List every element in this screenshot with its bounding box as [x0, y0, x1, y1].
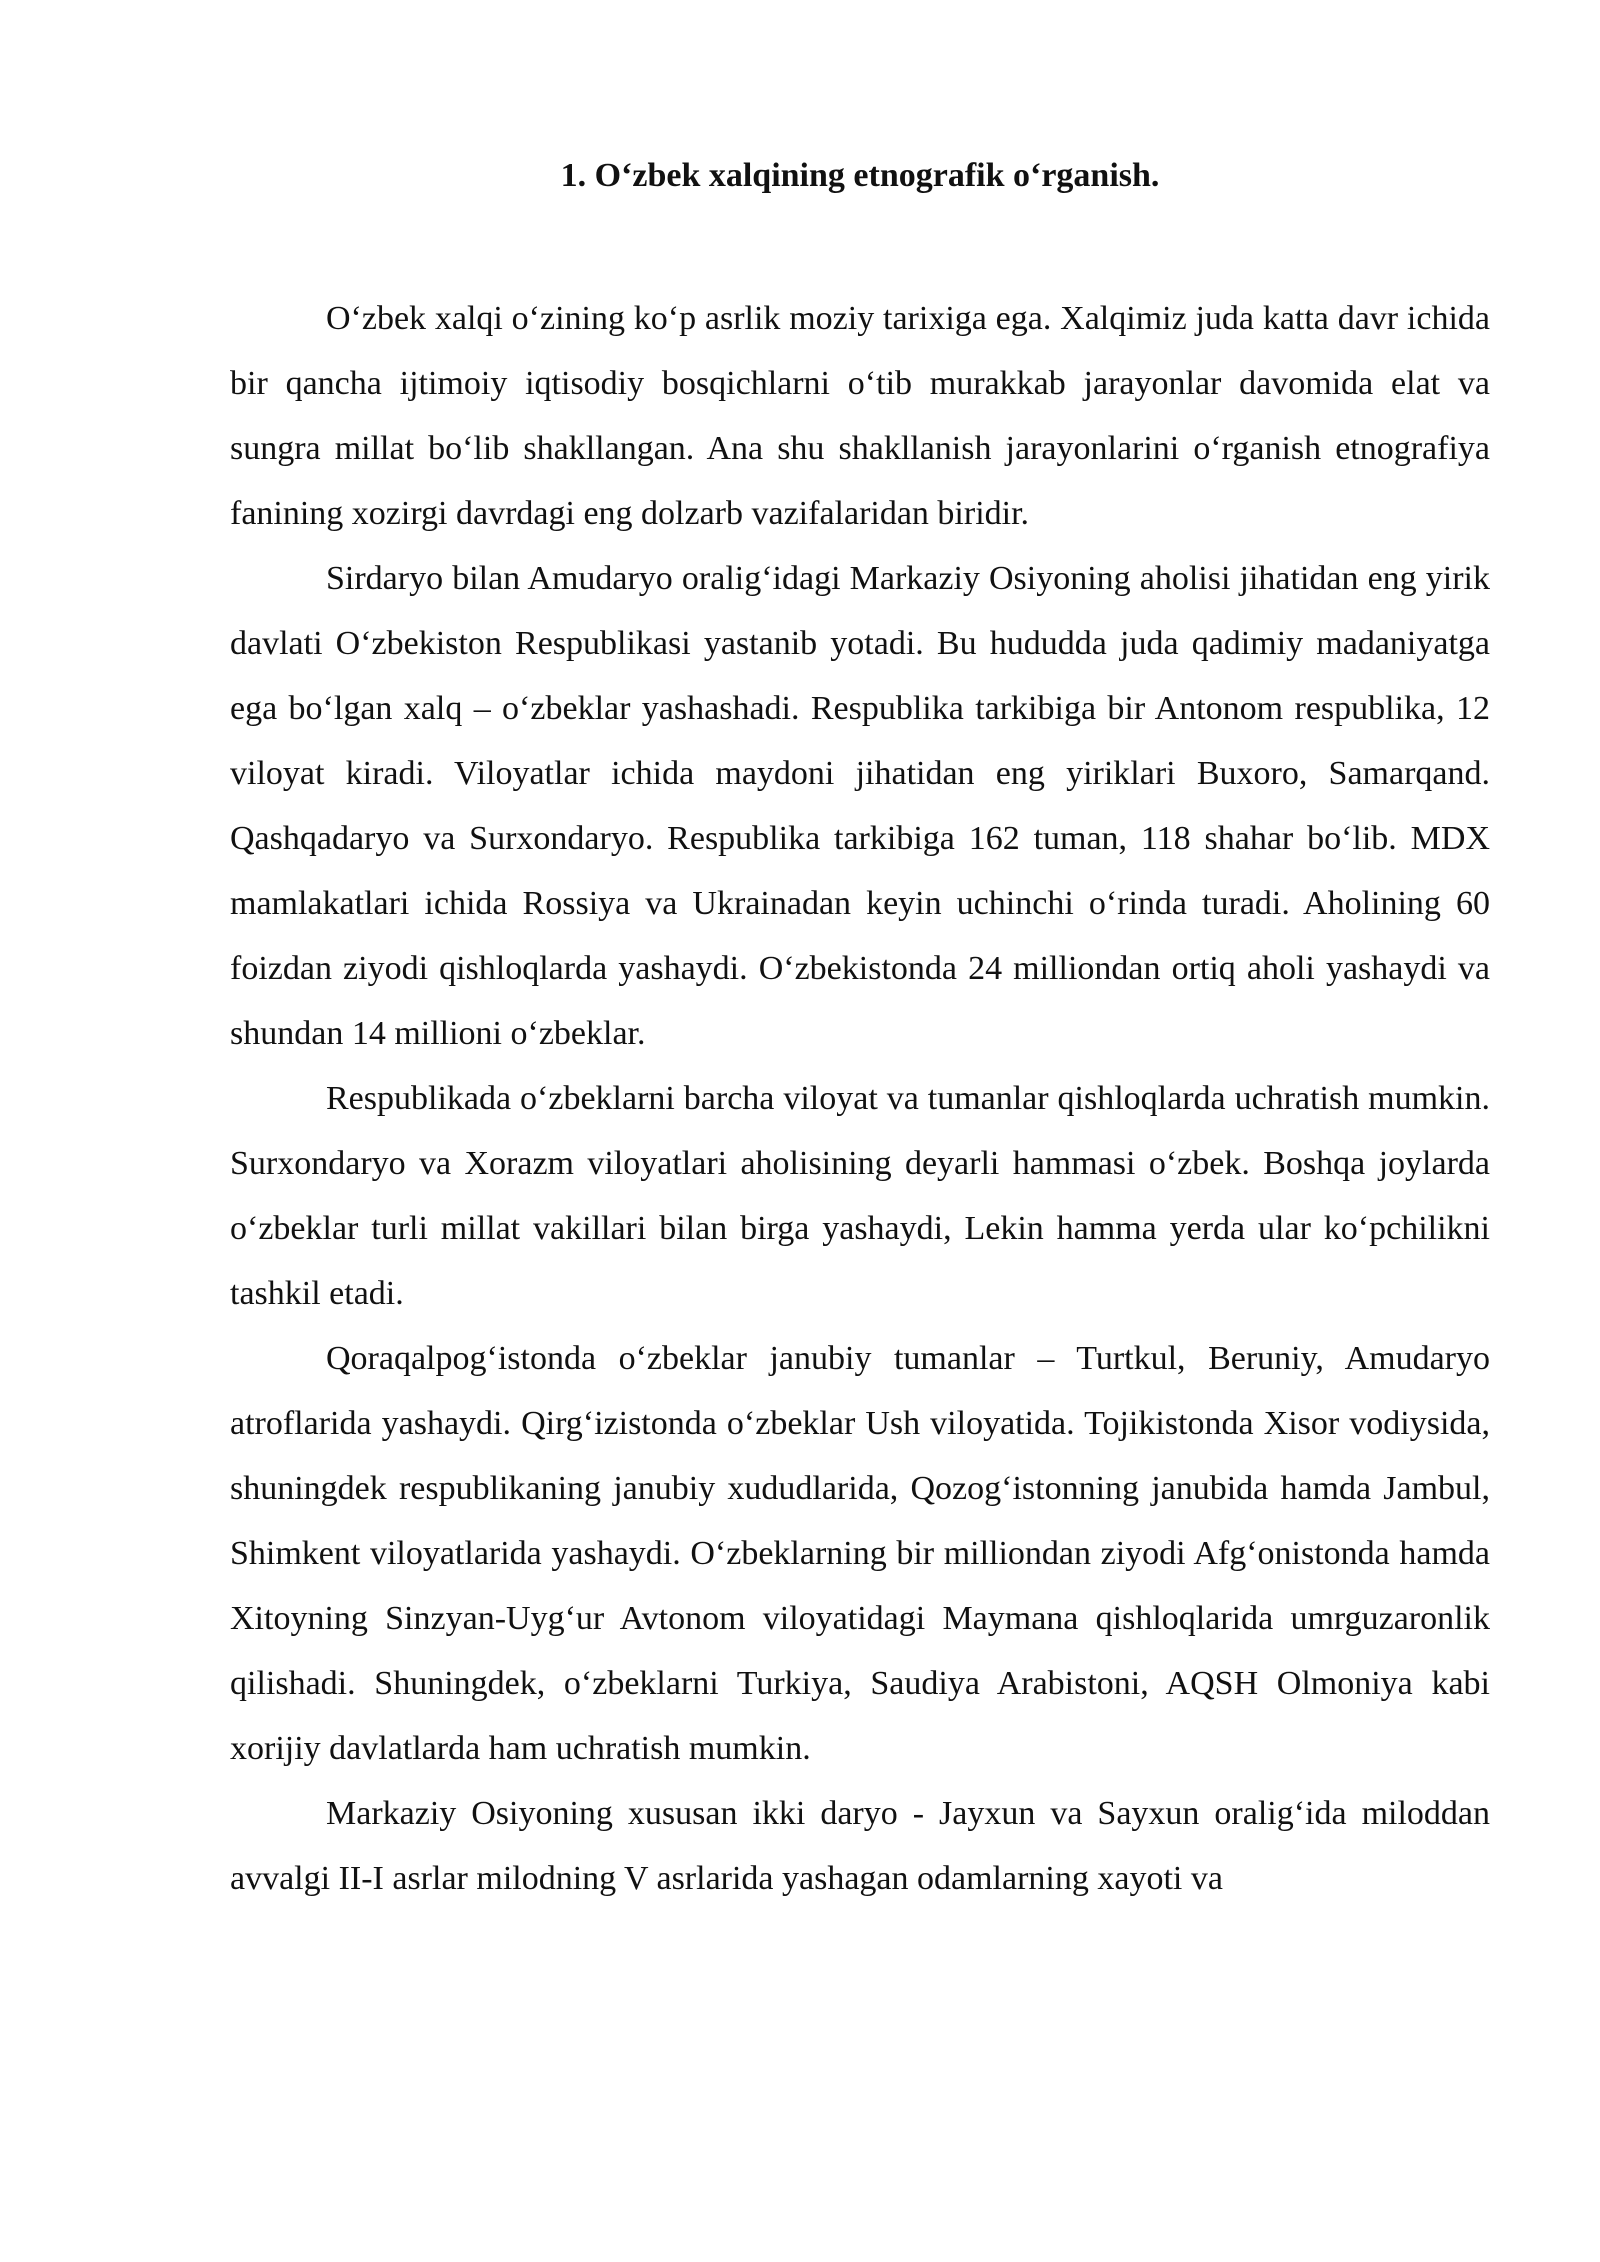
paragraph: Respublikada o‘zbeklarni barcha viloyat va tumanlar qishloqlarda uchratish mumkin. Surxondaryo va Xorazm viloyatlari aholisining deyarli hammasi o‘zbek. Boshqa joylarda o‘zbeklar turli millat vakillari bilan birga yashaydi, Lekin hamma yerda ular ko‘pchilikni tashkil etadi. [230, 1080, 1490, 1312]
paragraph: Markaziy Osiyoning xususan ikki daryo - Jayxun va Sayxun oralig‘ida miloddan avvalgi II-I asrlar milodning V asrlarida yashagan odamlarning xayoti va [230, 1795, 1490, 1897]
paragraph: Qoraqalpog‘istonda o‘zbeklar janubiy tumanlar – Turtkul, Beruniy, Amudaryo atroflarida yashaydi. Qirg‘izistonda o‘zbeklar Ush viloyatida. Tojikistonda Xisor vodiysida, shuningdek respublikaning janubiy xududlarida, Qozog‘istonning janubida hamda Jambul, Shimkent viloyatlarida yashaydi. O‘zbeklarning bir milliondan ziyodi Afg‘onistonda hamda Xitoyning Sinzyan-Uyg‘ur Avtonom viloyatidagi Maymana qishloqlarida umrguzaronlik qilishadi. Shuningdek, o‘zbeklarni Turkiya, Saudiya Arabistoni, AQSH Olmoniya kabi xorijiy davlatlarda ham uchratish mumkin. [230, 1340, 1490, 1767]
document-title: 1. O‘zbek xalqining etnografik o‘rganish. [560, 157, 1160, 194]
paragraph: O‘zbek xalqi o‘zining ko‘p asrlik moziy tarixiga ega. Xalqimiz juda katta davr ichida bir qancha ijtimoiy iqtisodiy bosqichlarni o‘tib murakkab jarayonlar davomida elat va sungra millat bo‘lib shakllangan. Ana shu shakllanish jarayonlarini o‘rganish etnografiya fanining xozirgi davrdagi eng dolzarb vazifalaridan biridir. [230, 300, 1490, 532]
document-body [230, 286, 1490, 1911]
paragraph: Sirdaryo bilan Amudaryo oralig‘idagi Markaziy Osiyoning aholisi jihatidan eng yirik davlati O‘zbekiston Respublikasi yastanib yotadi. Bu hududda juda qadimiy madaniyatga ega bo‘lgan xalq – o‘zbeklar yashashadi. Respublika tarkibiga bir Antonom respublika, 12 viloyat kiradi. Viloyatlar ichida maydoni jihatidan eng yiriklari Buxoro, Samarqand. Qashqadaryo va Surxondaryo. Respublika tarkibiga 162 tuman, 118 shahar bo‘lib. MDX mamlakatlari ichida Rossiya va Ukrainadan keyin uchinchi o‘rinda turadi. Aholining 60 foizdan ziyodi qishloqlarda yashaydi. O‘zbekistonda 24 milliondan ortiq aholi yashaydi va shundan 14 millioni o‘zbeklar. [230, 560, 1490, 1052]
